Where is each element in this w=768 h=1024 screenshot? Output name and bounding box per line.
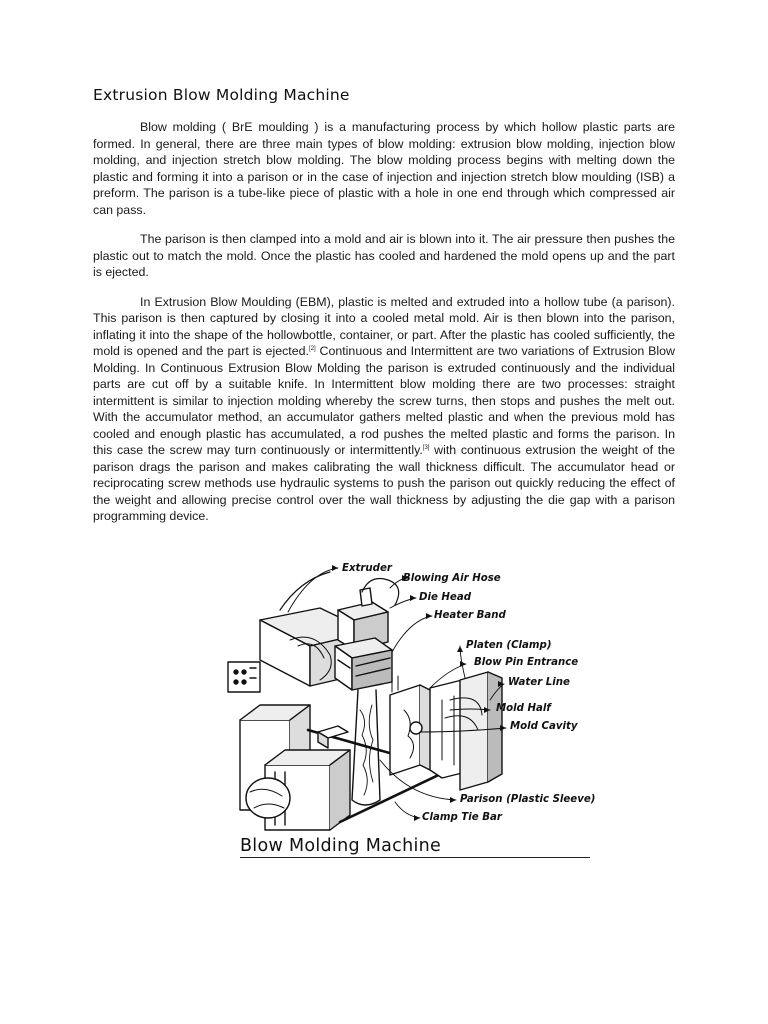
label-blowing-air-hose: Blowing Air Hose <box>403 573 501 584</box>
figure-caption: Blow Molding Machine <box>240 836 442 856</box>
document-title: Extrusion Blow Molding Machine <box>93 86 350 104</box>
paragraph-3-part-b: Continuous and Intermittent are two variations of Extrusion Blow Molding. In Continuous Extrusion Blow Molding the parison is extruded continuously and the individual parts are cut off by a suitable knife. In Intermittent blow molding there are two processes: straight intermittent is similar to injection molding whereby the screw turns, then stops and pushes the melt out. With the accumulator method, an accumulator gathers melted plastic and when the previous mold has cooled and enough plastic has accumulated, a rod pushes the melted plastic and forms the parison. In this case the screw may turn continuously or intermittently. <box>93 344 675 457</box>
paragraph-3-part-c: with continuous extrusion the weight of the parison drags the parison and makes calibrating the wall thickness difficult. The accumulator head or reciprocating screw methods use hydraulic systems to push the parison out quickly reducing the effect of the weight and allowing precise control over the wall thickness by adjusting the die gap with a parison programming device. <box>93 443 675 523</box>
reference-2: [2] <box>308 345 316 352</box>
label-parison: Parison (Plastic Sleeve) <box>460 794 596 805</box>
caption-underline <box>240 857 590 858</box>
label-clamp-tie-bar: Clamp Tie Bar <box>422 812 502 823</box>
paragraph-3 <box>93 294 675 525</box>
label-platen: Platen (Clamp) <box>466 640 552 651</box>
label-water-line: Water Line <box>508 677 570 688</box>
paragraph-1: Blow molding ( BrE moulding ) is a manufacturing process by which hollow plastic parts are formed. In general, there are three main types of blow molding: extrusion blow molding, injection blow molding, and injection stretch blow molding. The blow molding process begins with melting down the plastic and forming it into a parison or in the case of injection and injection stretch blow moulding (ISB) a preform. The parison is a tube-like piece of plastic with a hole in one end through which compressed air can pass. <box>93 120 675 217</box>
label-heater-band: Heater Band <box>434 610 506 621</box>
label-extruder: Extruder <box>342 563 392 574</box>
reference-3: [3] <box>422 444 430 451</box>
body-text <box>93 119 675 538</box>
label-mold-cavity: Mold Cavity <box>510 721 578 732</box>
paragraph-2: The parison is then clamped into a mold and air is blown into it. The air pressure then pushes the plastic out to match the mold. Once the plastic has cooled and hardened the mold opens up and the part is ejected. <box>93 232 675 279</box>
label-blow-pin-entrance: Blow Pin Entrance <box>474 657 579 668</box>
label-mold-half: Mold Half <box>496 703 551 714</box>
paragraph-3-part-a: In Extrusion Blow Moulding (EBM), plastic is melted and extruded into a hollow tube (a parison). This parison is then captured by closing it into a cooled metal mold. Air is then blown into the parison, inflating it into the shape of the hollowbottle, container, or part. After the plastic has cooled sufficiently, the mold is opened and the part is ejected. <box>93 294 675 358</box>
label-die-head: Die Head <box>419 592 472 603</box>
blow-molding-machine-figure <box>220 560 605 865</box>
